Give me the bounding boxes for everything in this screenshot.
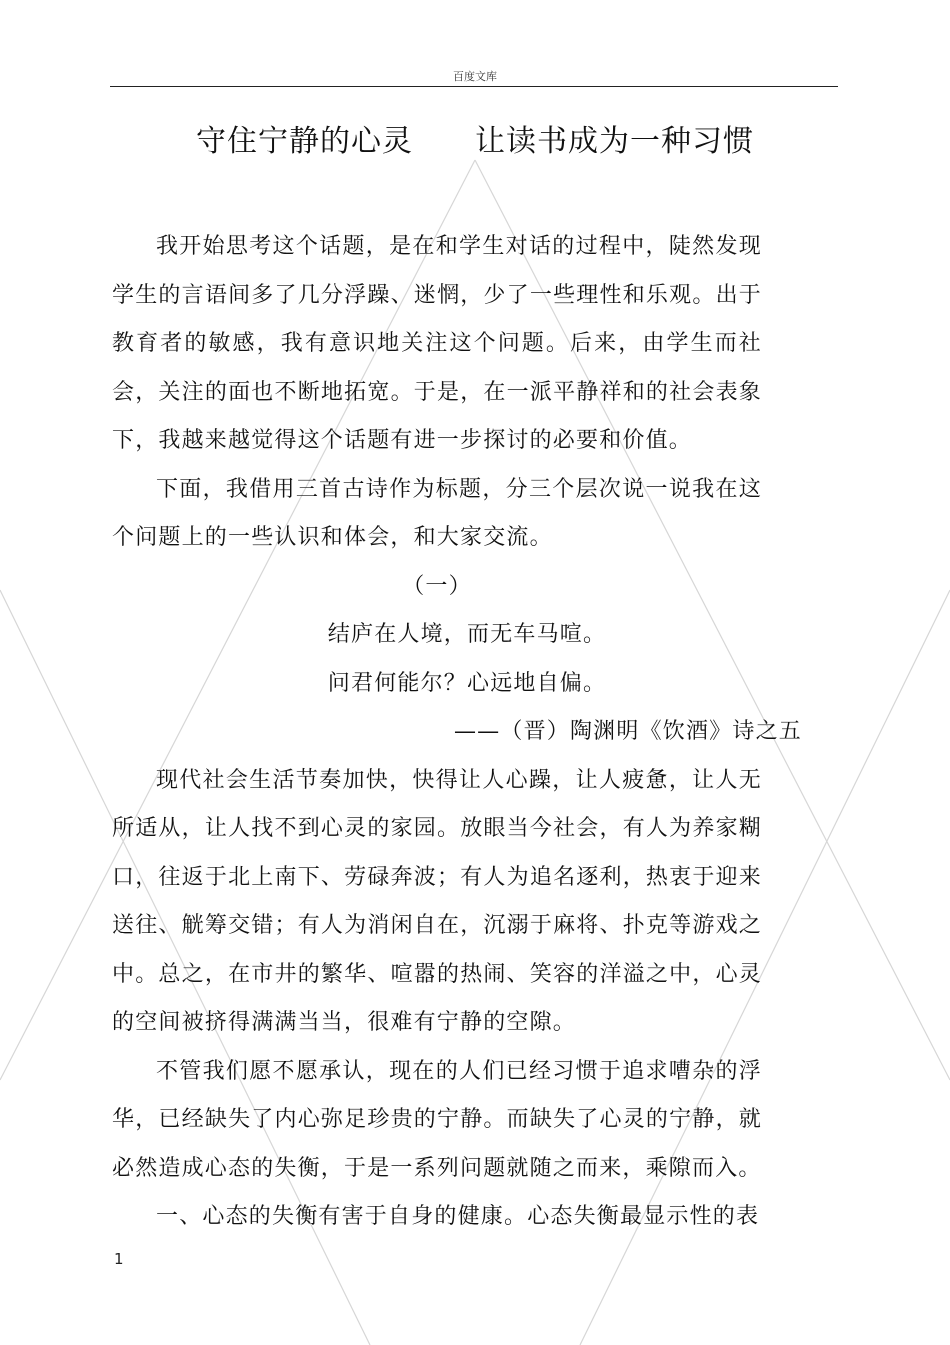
poem-line: 问君何能尔？心远地自偏。 [327,670,607,696]
poem-line: 结庐在人境，而无车马喧。 [327,622,607,647]
document-body [112,223,802,1242]
paragraph-modern-life: 现代社会生活节奏加快，快得让人心躁，让人疲惫，让人无所适从，让人找不到心灵的家园。放眼当今社会，有人为养家糊口，往返于北上南下、劳碌奔波；有人为追名逐利，热衷于迎来送往、觥筹交错；有人为消闲自在，沉溺于麻将、扑克等游戏之中。总之，在市井的繁华、喧嚣的热闹、笑容的洋溢之中，心灵的空间被挤得满满当当，很难有宁静的空隙。 [112,767,762,1035]
poem-attribution: ——（晋）陶渊明《饮酒》诗之五 [453,719,802,744]
document-title: 守住宁静的心灵 让读书成为一种习惯 [196,124,754,159]
section-heading: （一） [402,573,472,599]
paragraph-loss-of-tranquility: 不管我们愿不愿承认，现在的人们已经习惯于追求嘈杂的浮华，已经缺失了内心弥足珍贵的宁静。而缺失了心灵的宁静，就必然造成心态的失衡，于是一系列问题就随之而来，乘隙而入。 [112,1058,762,1181]
paragraph-intro: 我开始思考这个话题，是在和学生对话的过程中，陡然发现学生的言语间多了几分浮躁、迷惘，少了一些理性和乐观。出于教育者的敏感，我有意识地关注这个问题。后来，由学生而社会，关注的面也不断地拓宽。于是，在一派平静祥和的社会表象下，我越来越觉得这个话题有进一步探讨的必要和价值。 [112,234,762,453]
header-divider [110,86,838,87]
page-number: 1 [114,1250,124,1268]
paragraph-outline: 下面，我借用三首古诗作为标题，分三个层次说一说我在这个问题上的一些认识和体会，和大家交流。 [112,476,762,550]
paragraph-point-one: 一、心态的失衡有害于自身的健康。心态失衡最显示性的表 [156,1204,760,1229]
header-site-name: 百度文库 [453,70,497,83]
